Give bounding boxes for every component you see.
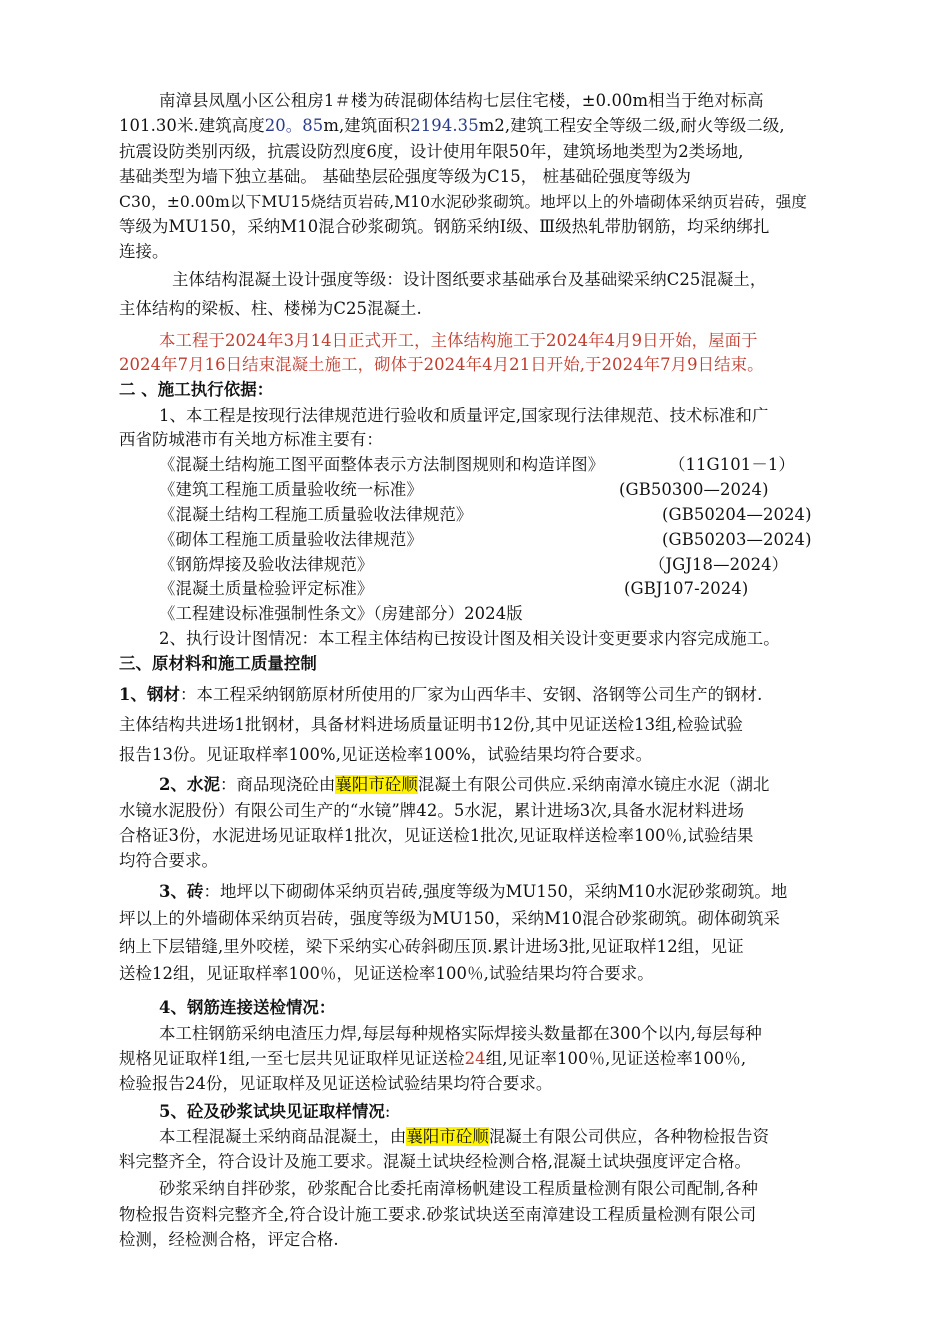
building-area-value: 2194.35	[410, 116, 479, 135]
overview-line: 连接。	[119, 242, 169, 261]
basis-paragraph: 2、执行设计图情况：本工程主体结构已按设计图及相关设计变更要求内容完成施工。	[159, 629, 780, 648]
overview-line: 101.30米.建筑高度20。85m,建筑面积2194.35m2,建筑工程安全等级二级,耐火等级二级,	[119, 116, 785, 135]
standard-item: 《建筑工程施工质量验收统一标准》 (GB50300—2024)	[159, 480, 769, 499]
mortar-paragraph: 砂浆采纳自拌砂浆，砂浆配合比委托南漳杨帆建设工程质量检测有限公司配制,各种	[159, 1179, 758, 1198]
cement-paragraph: 均符合要求。	[119, 851, 218, 870]
overview-line: C30，±0.00m以下MU15烧结页岩砖,M10水泥砂浆砌筑。地坪以上的外墙砌体采纳页岩砖，强度	[119, 193, 807, 211]
mortar-paragraph: 检测，经检测合格，评定合格.	[119, 1230, 339, 1249]
building-height-value: 20。85	[264, 116, 324, 135]
standard-item: 《混凝土质量检验评定标准》 (GBJ107-2024)	[159, 579, 749, 598]
supplier-highlight: 襄阳市砼顺	[335, 775, 418, 794]
standard-item: 《砌体工程施工质量验收法律规范》 (GB50203—2024)	[159, 530, 812, 549]
steel-label: 1、钢材	[119, 685, 180, 704]
rebar-heading: 4、钢筋连接送检情况：	[159, 998, 336, 1017]
rebar-count-value: 24	[464, 1049, 486, 1068]
overview-line: 主体结构的梁板、柱、楼梯为C25混凝土.	[119, 299, 422, 318]
standard-item: 《工程建设标准强制性条文》（房建部分）2024版	[159, 604, 523, 623]
overview-line: 主体结构混凝土设计强度等级：设计图纸要求基础承台及基础梁采纳C25混凝土，	[172, 270, 767, 289]
rebar-paragraph: 检验报告24份，见证取样及见证送检试验结果均符合要求。	[119, 1074, 553, 1093]
brick-label: 3、砖	[159, 882, 204, 901]
standard-item: 《混凝土结构工程施工质量验收法律规范》 (GB50204—2024)	[159, 505, 812, 524]
overview-line: 南漳县凤凰小区公租房1＃楼为砖混砌体结构七层住宅楼，±0.00m相当于绝对标高	[159, 91, 764, 110]
standard-item: 《钢筋焊接及验收法律规范》 （JGJ18—2024）	[159, 555, 789, 574]
brick-paragraph: 纳上下层错缝,里外咬槎，梁下采纳实心砖斜砌压顶.累计进场3批,见证取样12组，见证	[119, 937, 744, 956]
brick-paragraph: 坪以上的外墙砌体采纳页岩砖，强度等级为MU150，采纳M10混合砂浆砌筑。砌体砌筑采	[119, 909, 780, 928]
brick-paragraph: 3、砖：地坪以下砌砌体采纳页岩砖,强度等级为MU150，采纳M10水泥砂浆砌筑。地	[159, 882, 788, 901]
cement-label: 2、水泥	[159, 775, 220, 794]
overview-line: 等级为MU150，采纳M10混合砂浆砌筑。钢筋采纳Ⅰ级、Ⅲ级热轧带肋钢筋，均采纳绑扎	[119, 217, 770, 236]
steel-paragraph: 主体结构共进场1批钢材，具备材料进场质量证明书12份,其中见证送检13组,检验试验	[119, 715, 743, 734]
concrete-paragraph: 料完整齐全，符合设计及施工要求。混凝土试块经检测合格,混凝土试块强度评定合格。	[119, 1152, 751, 1171]
standard-item: 《混凝土结构施工图平面整体表示方法制图规则和构造详图》 （11G101－1）	[159, 455, 795, 474]
overview-line: 抗震设防类别丙级，抗震设防烈度6度，设计使用年限50年，建筑场地类型为2类场地,	[119, 142, 744, 161]
supplier-highlight: 襄阳市砼顺	[406, 1127, 489, 1146]
rebar-paragraph: 规格见证取样1组,一至七层共见证取样见证送检24组,见证率100％,见证送检率100％,	[119, 1049, 747, 1068]
basis-paragraph: 西省防城港市有关地方标准主要有：	[119, 430, 383, 449]
schedule-line: 本工程于2024年3月14日正式开工，主体结构施工于2024年4月9日开始，屋面于	[159, 331, 758, 350]
section-heading-materials: 三、原材料和施工质量控制	[119, 654, 317, 673]
sample-heading: 5、砼及砂浆试块见证取样情况:	[159, 1102, 391, 1121]
cement-paragraph: 水镜水泥股份）有限公司生产的“水镜”牌42。5水泥，累计进场3次,具备水泥材料进场	[119, 801, 745, 820]
cement-paragraph: 合格证3份，水泥进场见证取样1批次，见证送检1批次,见证取样送检率100％,试验结果	[119, 826, 754, 845]
brick-paragraph: 送检12组，见证取样率100％，见证送检率100％,试验结果均符合要求。	[119, 964, 654, 983]
overview-line: 基础类型为墙下独立基础。 基础垫层砼强度等级为C15， 桩基础砼强度等级为	[119, 167, 692, 186]
mortar-paragraph: 物检报告资料完整齐全,符合设计施工要求.砂浆试块送至南漳建设工程质量检测有限公司	[119, 1205, 757, 1224]
basis-paragraph: 1、本工程是按现行法律规范进行验收和质量评定,国家现行法律规范、技术标准和广	[159, 406, 769, 425]
schedule-line: 2024年7月16日结束混凝土施工，砌体于2024年4月21日开始,于2024年7月9日结束。	[119, 355, 764, 374]
section-heading-basis: 二 、施工执行依据：	[119, 380, 274, 399]
steel-paragraph: 报告13份。见证取样率100%,见证送检率100%，试验结果均符合要求。	[119, 745, 653, 764]
concrete-paragraph: 本工程混凝土采纳商品混凝土，由襄阳市砼顺混凝土有限公司供应，各种物检报告资	[159, 1127, 770, 1146]
cement-paragraph: 2、水泥：商品现浇砼由襄阳市砼顺混凝土有限公司供应.采纳南漳水镜庄水泥（湖北	[159, 775, 770, 794]
steel-paragraph: 1、钢材：本工程采纳钢筋原材所使用的厂家为山西华丰、安钢、洛钢等公司生产的钢材.	[119, 685, 763, 704]
rebar-paragraph: 本工柱钢筋采纳电渣压力焊,每层每种规格实际焊接头数量都在300个以内,每层每种	[159, 1024, 762, 1043]
